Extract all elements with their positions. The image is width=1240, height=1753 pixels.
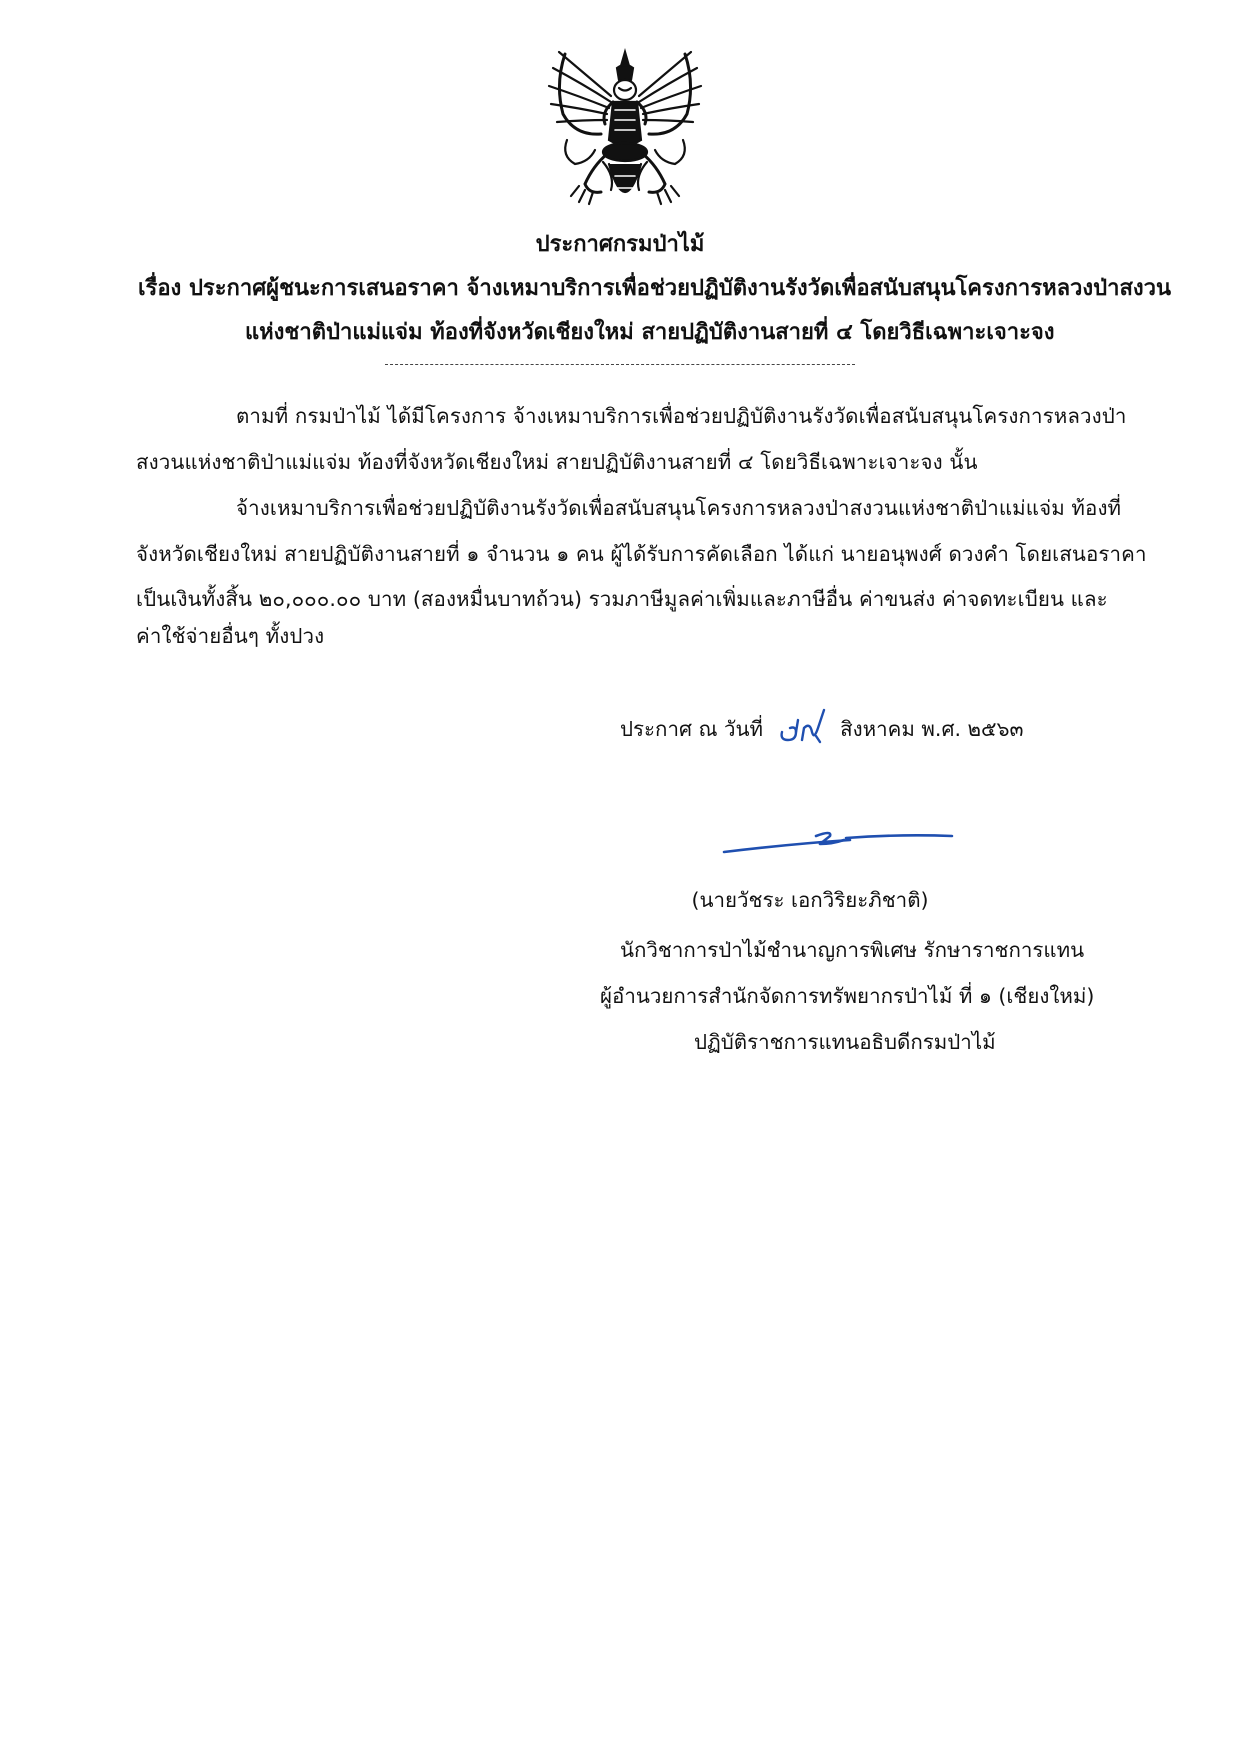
paragraph-1-line-2: สงวนแห่งชาติป่าแม่แจ่ม ท้องที่จังหวัดเชียงใหม่ สายปฏิบัติงานสายที่ ๔ โดยวิธีเฉพาะเจาะจง นั้น: [136, 450, 978, 474]
signatory-position-2: ผู้อำนวยการสำนักจัดการทรัพยากรป่าไม้ ที่ ๑ (เชียงใหม่): [600, 984, 1095, 1008]
paragraph-2-line-3: เป็นเงินทั้งสิ้น ๒๐,๐๐๐.๐๐ บาท (สองหมื่นบาทถ้วน) รวมภาษีมูลค่าเพิ่มและภาษีอื่น ค่าขนส่ง ค่าจดทะเบียน และ: [136, 587, 1108, 611]
paragraph-2-line-2: จังหวัดเชียงใหม่ สายปฏิบัติงานสายที่ ๑ จำนวน ๑ คน ผู้ได้รับการคัดเลือก ได้แก่ นายอนุพงศ์ ดวงคำ โดยเสนอราคา: [136, 542, 1147, 566]
document-title: ประกาศกรมป่าไม้: [535, 232, 705, 257]
separator-rule: [385, 364, 855, 365]
date-suffix: สิงหาคม พ.ศ. ๒๕๖๓: [840, 717, 1024, 741]
signatory-position-3: ปฏิบัติราชการแทนอธิบดีกรมป่าไม้: [694, 1030, 996, 1054]
subject-line-1: เรื่อง ประกาศผู้ชนะการเสนอราคา จ้างเหมาบริการเพื่อช่วยปฏิบัติงานรังวัดเพื่อสนับสนุนโครงการหลวงป่าสงวน: [138, 276, 1172, 301]
garuda-emblem-icon: [545, 44, 705, 222]
paragraph-1-line-1: ตามที่ กรมป่าไม้ ได้มีโครงการ จ้างเหมาบริการเพื่อช่วยปฏิบัติงานรังวัดเพื่อสนับสนุนโครงการหลวงป่า: [236, 404, 1127, 428]
signatory-name: (นายวัชระ เอกวิริยะภิชาติ): [691, 888, 929, 912]
subject-line-2: แห่งชาติป่าแม่แจ่ม ท้องที่จังหวัดเชียงใหม่ สายปฏิบัติงานสายที่ ๔ โดยวิธีเฉพาะเจาะจง: [245, 320, 1055, 345]
signature-icon: [720, 818, 960, 858]
announcement-date: [620, 706, 1024, 750]
date-prefix: ประกาศ ณ วันที่: [620, 717, 764, 741]
paragraph-2-line-4: ค่าใช้จ่ายอื่นๆ ทั้งปวง: [136, 624, 325, 648]
handwritten-day-icon: [776, 706, 828, 750]
signatory-position-1: นักวิชาการป่าไม้ชำนาญการพิเศษ รักษาราชการแทน: [620, 938, 1085, 962]
paragraph-2-line-1: จ้างเหมาบริการเพื่อช่วยปฏิบัติงานรังวัดเพื่อสนับสนุนโครงการหลวงป่าสงวนแห่งชาติป่าแม่แจ่ม ท้องที่: [236, 496, 1122, 520]
